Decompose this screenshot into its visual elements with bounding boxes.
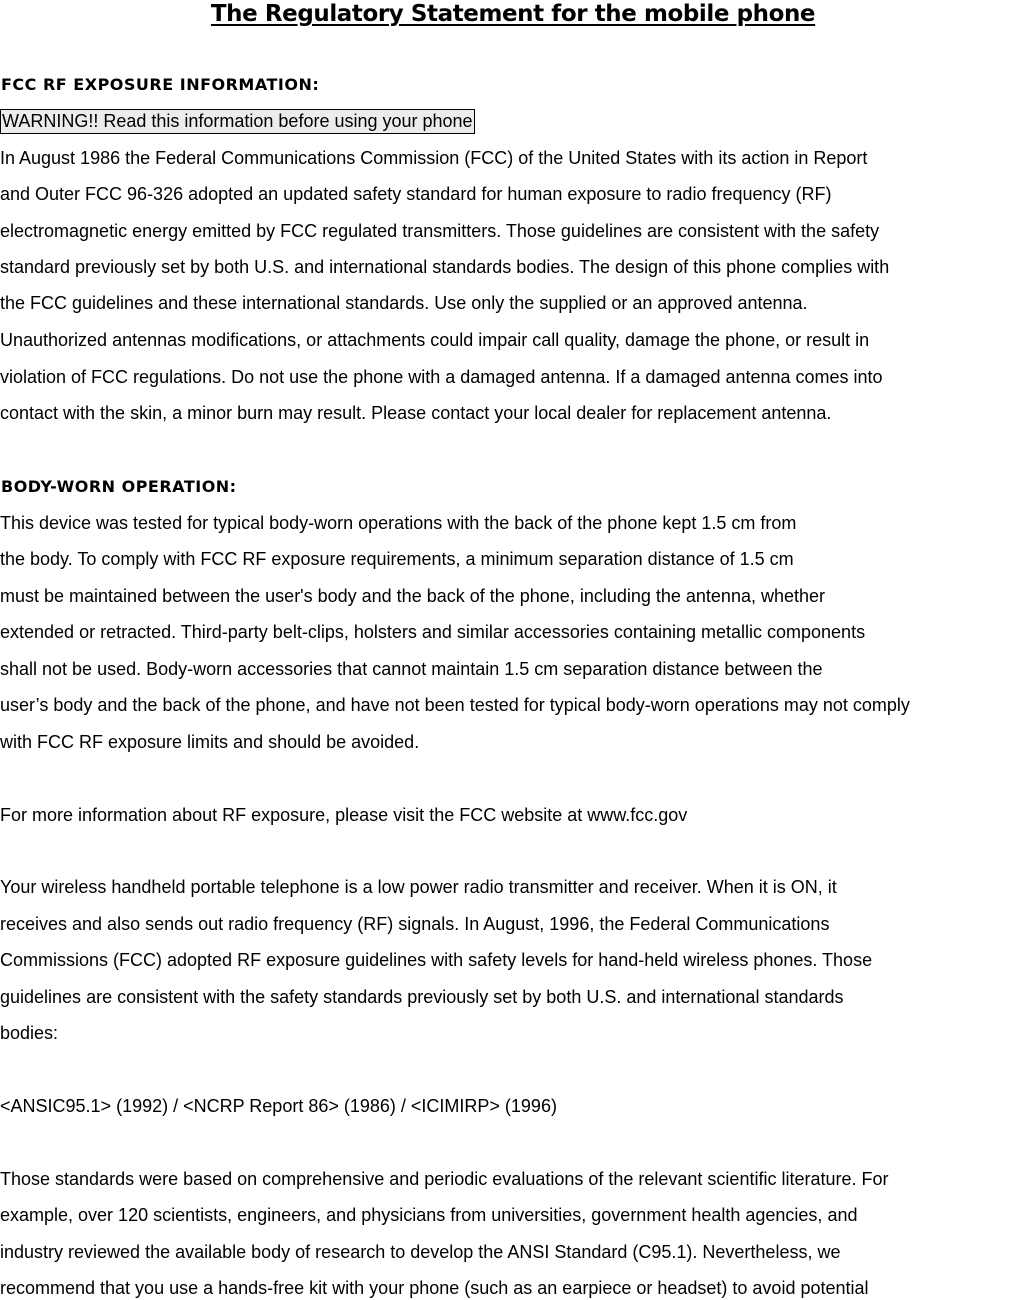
- text-line: the FCC guidelines and these international standards. Use only the supplied or an approved antenna.: [0, 293, 808, 313]
- standards-list: <ANSIC95.1> (1992) / <NCRP Report 86> (1986) / <ICIMIRP> (1996): [0, 1096, 557, 1116]
- text-line: Your wireless handheld portable telephone is a low power radio transmitter and receiver. When it is ON, it: [0, 877, 837, 897]
- text-line: recommend that you use a hands-free kit with your phone (such as an earpiece or headset) to avoid potential: [0, 1278, 869, 1298]
- text-line: shall not be used. Body-worn accessories that cannot maintain 1.5 cm separation distance between the: [0, 659, 823, 679]
- fcc-rf-exposure-heading: FCC RF EXPOSURE INFORMATION:: [1, 75, 320, 94]
- text-line: violation of FCC regulations. Do not use the phone with a damaged antenna. If a damaged antenna comes into: [0, 367, 883, 387]
- body-worn-operation-heading: BODY-WORN OPERATION:: [1, 477, 237, 496]
- text-line: industry reviewed the available body of research to develop the ANSI Standard (C95.1). Nevertheless, we: [0, 1242, 841, 1262]
- text-line: the body. To comply with FCC RF exposure requirements, a minimum separation distance of 1.5 cm: [0, 549, 794, 569]
- text-line: and Outer FCC 96-326 adopted an updated safety standard for human exposure to radio frequency (RF): [0, 184, 832, 204]
- text-line: extended or retracted. Third-party belt-clips, holsters and similar accessories containing metallic components: [0, 622, 866, 642]
- text-line: In August 1986 the Federal Communications Commission (FCC) of the United States with its action in Report: [0, 148, 868, 168]
- text-line: Unauthorized antennas modifications, or attachments could impair call quality, damage the phone, or result in: [0, 330, 870, 350]
- text-line: Those standards were based on comprehensive and periodic evaluations of the relevant scientific literature. For: [0, 1169, 889, 1189]
- text-line: This device was tested for typical body-worn operations with the back of the phone kept 1.5 cm from: [0, 513, 797, 533]
- fcc-website-info: For more information about RF exposure, please visit the FCC website at www.fcc.gov: [0, 805, 688, 825]
- text-line: example, over 120 scientists, engineers, and physicians from universities, government health agencies, and: [0, 1205, 858, 1225]
- text-line: receives and also sends out radio frequency (RF) signals. In August, 1996, the Federal Communications: [0, 914, 830, 934]
- document-title: The Regulatory Statement for the mobile phone: [210, 1, 816, 27]
- text-line: must be maintained between the user's body and the back of the phone, including the antenna, whether: [0, 586, 826, 606]
- warning-notice: WARNING!! Read this information before using your phone: [0, 109, 475, 134]
- text-line: bodies:: [0, 1023, 59, 1043]
- text-line: electromagnetic energy emitted by FCC regulated transmitters. Those guidelines are consistent with the safety: [0, 221, 880, 241]
- text-line: user’s body and the back of the phone, and have not been tested for typical body-worn operations may not comply: [0, 695, 910, 715]
- text-line: Commissions (FCC) adopted RF exposure guidelines with safety levels for hand-held wireless phones. Those: [0, 950, 873, 970]
- text-line: standard previously set by both U.S. and international standards bodies. The design of this phone complies with: [0, 257, 890, 277]
- text-line: contact with the skin, a minor burn may result. Please contact your local dealer for replacement antenna.: [0, 403, 832, 423]
- text-line: with FCC RF exposure limits and should be avoided.: [0, 732, 420, 752]
- text-line: guidelines are consistent with the safety standards previously set by both U.S. and international standards: [0, 987, 844, 1007]
